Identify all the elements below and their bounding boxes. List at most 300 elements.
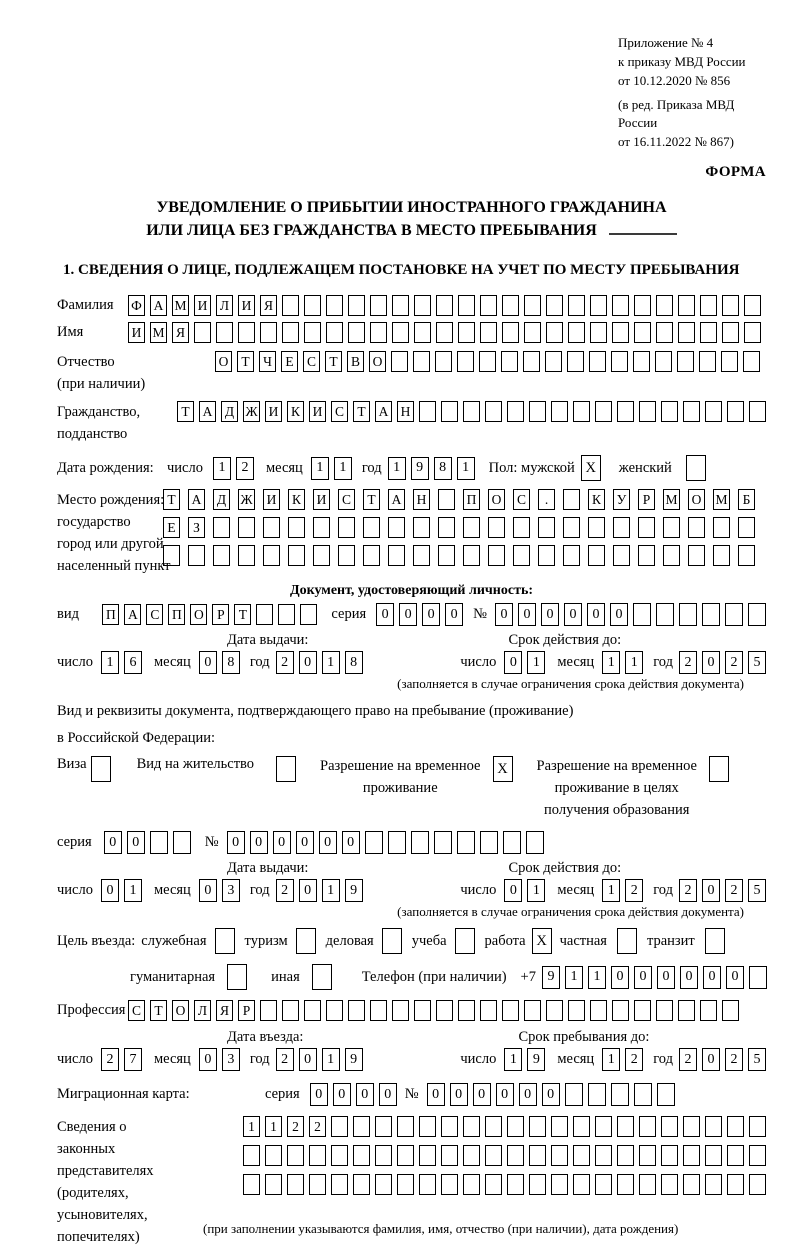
form-cell[interactable] — [573, 1116, 590, 1137]
form-cell[interactable]: Т — [325, 351, 342, 372]
form-cell[interactable]: 2 — [725, 651, 743, 674]
form-cell[interactable] — [639, 1174, 656, 1195]
form-cell[interactable] — [326, 322, 343, 343]
form-cell[interactable] — [363, 545, 380, 566]
form-cell[interactable] — [722, 322, 739, 343]
visa-checkbox[interactable] — [91, 756, 111, 782]
form-cell[interactable] — [213, 545, 230, 566]
form-cell[interactable] — [567, 351, 584, 372]
form-cell[interactable]: И — [265, 401, 282, 422]
form-cell[interactable]: 8 — [434, 457, 452, 480]
form-cell[interactable] — [436, 295, 453, 316]
form-cell[interactable] — [546, 1000, 563, 1021]
form-cell[interactable] — [524, 295, 541, 316]
form-cell[interactable] — [700, 295, 717, 316]
form-cell[interactable] — [213, 517, 230, 538]
form-cell[interactable] — [538, 545, 555, 566]
form-cell[interactable]: 5 — [748, 879, 766, 902]
form-cell[interactable] — [663, 517, 680, 538]
form-cell[interactable] — [313, 545, 330, 566]
form-cell[interactable] — [150, 831, 168, 854]
form-cell[interactable] — [326, 295, 343, 316]
form-cell[interactable]: О — [688, 489, 705, 510]
form-cell[interactable] — [617, 401, 634, 422]
form-cell[interactable] — [638, 517, 655, 538]
form-cell[interactable] — [480, 1000, 497, 1021]
form-cell[interactable]: С — [331, 401, 348, 422]
form-cell[interactable] — [331, 1116, 348, 1137]
form-cell[interactable]: 1 — [625, 651, 643, 674]
form-cell[interactable] — [263, 517, 280, 538]
form-cell[interactable] — [188, 545, 205, 566]
form-cell[interactable] — [529, 1116, 546, 1137]
form-cell[interactable] — [479, 351, 496, 372]
form-cell[interactable]: 2 — [679, 651, 697, 674]
form-cell[interactable]: 2 — [679, 1048, 697, 1071]
form-cell[interactable]: Т — [363, 489, 380, 510]
form-cell[interactable] — [749, 966, 767, 989]
form-cell[interactable] — [678, 295, 695, 316]
form-cell[interactable]: 1 — [565, 966, 583, 989]
form-cell[interactable] — [683, 1145, 700, 1166]
form-cell[interactable] — [612, 322, 629, 343]
form-cell[interactable]: А — [375, 401, 392, 422]
form-cell[interactable] — [507, 1145, 524, 1166]
form-cell[interactable] — [744, 322, 761, 343]
form-cell[interactable]: 1 — [527, 879, 545, 902]
form-cell[interactable] — [300, 604, 317, 625]
form-cell[interactable] — [309, 1174, 326, 1195]
form-cell[interactable]: Т — [163, 489, 180, 510]
purpose-humanitarian-checkbox[interactable] — [227, 964, 247, 990]
form-cell[interactable] — [611, 1083, 629, 1106]
form-cell[interactable] — [388, 545, 405, 566]
form-cell[interactable]: 0 — [356, 1083, 374, 1106]
form-cell[interactable] — [375, 1174, 392, 1195]
form-cell[interactable] — [727, 1145, 744, 1166]
purpose-study-checkbox[interactable] — [455, 928, 475, 954]
form-cell[interactable] — [419, 1174, 436, 1195]
form-cell[interactable] — [683, 401, 700, 422]
form-cell[interactable] — [551, 1116, 568, 1137]
form-cell[interactable]: 0 — [199, 651, 217, 674]
form-cell[interactable] — [243, 1174, 260, 1195]
form-cell[interactable]: 0 — [104, 831, 122, 854]
form-cell[interactable]: Я — [260, 295, 277, 316]
form-cell[interactable] — [656, 322, 673, 343]
form-cell[interactable] — [348, 295, 365, 316]
form-cell[interactable] — [568, 295, 585, 316]
form-cell[interactable]: Р — [638, 489, 655, 510]
form-cell[interactable] — [612, 1000, 629, 1021]
form-cell[interactable] — [238, 322, 255, 343]
form-cell[interactable] — [463, 517, 480, 538]
form-cell[interactable] — [370, 295, 387, 316]
form-cell[interactable] — [713, 517, 730, 538]
form-cell[interactable] — [441, 1174, 458, 1195]
form-cell[interactable]: 1 — [504, 1048, 522, 1071]
form-cell[interactable]: И — [194, 295, 211, 316]
form-cell[interactable]: 1 — [322, 651, 340, 674]
form-cell[interactable]: 1 — [311, 457, 329, 480]
form-cell[interactable]: 5 — [748, 1048, 766, 1071]
purpose-transit-checkbox[interactable] — [705, 928, 725, 954]
form-cell[interactable]: Н — [413, 489, 430, 510]
form-cell[interactable] — [699, 351, 716, 372]
purpose-work-checkbox[interactable]: X — [532, 928, 552, 954]
form-cell[interactable]: 0 — [199, 1048, 217, 1071]
form-cell[interactable] — [304, 1000, 321, 1021]
form-cell[interactable] — [392, 295, 409, 316]
form-cell[interactable]: 0 — [379, 1083, 397, 1106]
form-cell[interactable] — [688, 517, 705, 538]
form-cell[interactable] — [309, 1145, 326, 1166]
form-cell[interactable] — [502, 1000, 519, 1021]
form-cell[interactable]: 8 — [222, 651, 240, 674]
form-cell[interactable]: 0 — [473, 1083, 491, 1106]
form-cell[interactable] — [419, 1145, 436, 1166]
form-cell[interactable]: Б — [738, 489, 755, 510]
form-cell[interactable]: Я — [172, 322, 189, 343]
form-cell[interactable] — [194, 322, 211, 343]
form-cell[interactable]: С — [146, 604, 163, 625]
form-cell[interactable] — [663, 545, 680, 566]
form-cell[interactable]: 1 — [101, 651, 119, 674]
form-cell[interactable] — [727, 401, 744, 422]
form-cell[interactable]: Я — [216, 1000, 233, 1021]
form-cell[interactable]: 0 — [542, 1083, 560, 1106]
form-cell[interactable] — [565, 1083, 583, 1106]
form-cell[interactable]: 1 — [527, 651, 545, 674]
form-cell[interactable]: 1 — [602, 1048, 620, 1071]
form-cell[interactable] — [563, 517, 580, 538]
form-cell[interactable] — [688, 545, 705, 566]
form-cell[interactable] — [392, 1000, 409, 1021]
form-cell[interactable]: 9 — [345, 879, 363, 902]
form-cell[interactable] — [238, 545, 255, 566]
form-cell[interactable]: 9 — [411, 457, 429, 480]
form-cell[interactable] — [573, 401, 590, 422]
form-cell[interactable] — [588, 545, 605, 566]
form-cell[interactable] — [488, 517, 505, 538]
purpose-private-checkbox[interactable] — [617, 928, 637, 954]
form-cell[interactable] — [538, 517, 555, 538]
form-cell[interactable] — [705, 1174, 722, 1195]
form-cell[interactable] — [748, 603, 766, 626]
form-cell[interactable] — [304, 322, 321, 343]
form-cell[interactable]: 1 — [322, 1048, 340, 1071]
form-cell[interactable]: 0 — [227, 831, 245, 854]
form-cell[interactable] — [441, 1116, 458, 1137]
purpose-other-checkbox[interactable] — [312, 964, 332, 990]
form-cell[interactable] — [260, 1000, 277, 1021]
form-cell[interactable]: С — [128, 1000, 145, 1021]
form-cell[interactable] — [639, 1116, 656, 1137]
form-cell[interactable] — [738, 517, 755, 538]
form-cell[interactable]: К — [588, 489, 605, 510]
form-cell[interactable]: А — [188, 489, 205, 510]
form-cell[interactable] — [507, 401, 524, 422]
form-cell[interactable]: 0 — [427, 1083, 445, 1106]
form-cell[interactable]: В — [347, 351, 364, 372]
form-cell[interactable]: И — [313, 489, 330, 510]
form-cell[interactable]: 1 — [265, 1116, 282, 1137]
form-cell[interactable]: 1 — [602, 879, 620, 902]
form-cell[interactable] — [485, 1145, 502, 1166]
form-cell[interactable]: 0 — [127, 831, 145, 854]
form-cell[interactable] — [438, 489, 455, 510]
form-cell[interactable] — [705, 1116, 722, 1137]
form-cell[interactable]: У — [613, 489, 630, 510]
form-cell[interactable] — [413, 517, 430, 538]
form-cell[interactable]: 0 — [703, 966, 721, 989]
sex-male-checkbox[interactable]: X — [581, 455, 601, 481]
form-cell[interactable]: 0 — [450, 1083, 468, 1106]
form-cell[interactable] — [263, 545, 280, 566]
form-cell[interactable]: З — [188, 517, 205, 538]
form-cell[interactable]: 1 — [124, 879, 142, 902]
form-cell[interactable] — [436, 1000, 453, 1021]
form-cell[interactable] — [502, 295, 519, 316]
form-cell[interactable] — [485, 1116, 502, 1137]
form-cell[interactable]: 0 — [333, 1083, 351, 1106]
form-cell[interactable]: 2 — [276, 1048, 294, 1071]
form-cell[interactable]: 0 — [504, 879, 522, 902]
form-cell[interactable] — [435, 351, 452, 372]
form-cell[interactable] — [702, 603, 720, 626]
form-cell[interactable] — [485, 1174, 502, 1195]
form-cell[interactable]: 0 — [422, 603, 440, 626]
form-cell[interactable] — [656, 295, 673, 316]
form-cell[interactable] — [661, 1145, 678, 1166]
form-cell[interactable]: О — [488, 489, 505, 510]
form-cell[interactable] — [634, 1000, 651, 1021]
form-cell[interactable] — [436, 322, 453, 343]
form-cell[interactable] — [463, 1174, 480, 1195]
form-cell[interactable]: 3 — [222, 879, 240, 902]
form-cell[interactable] — [397, 1145, 414, 1166]
form-cell[interactable]: 2 — [276, 651, 294, 674]
form-cell[interactable]: 0 — [496, 1083, 514, 1106]
form-cell[interactable]: Т — [234, 604, 251, 625]
form-cell[interactable] — [529, 1145, 546, 1166]
form-cell[interactable] — [551, 1174, 568, 1195]
form-cell[interactable]: Т — [353, 401, 370, 422]
form-cell[interactable] — [392, 322, 409, 343]
form-cell[interactable] — [163, 545, 180, 566]
form-cell[interactable]: Р — [238, 1000, 255, 1021]
form-cell[interactable] — [749, 1116, 766, 1137]
form-cell[interactable] — [485, 401, 502, 422]
form-cell[interactable]: Р — [212, 604, 229, 625]
form-cell[interactable] — [656, 1000, 673, 1021]
form-cell[interactable]: . — [538, 489, 555, 510]
form-cell[interactable]: 1 — [388, 457, 406, 480]
form-cell[interactable]: 7 — [124, 1048, 142, 1071]
form-cell[interactable]: 0 — [319, 831, 337, 854]
form-cell[interactable]: 1 — [457, 457, 475, 480]
form-cell[interactable] — [661, 1174, 678, 1195]
form-cell[interactable] — [546, 295, 563, 316]
form-cell[interactable] — [391, 351, 408, 372]
form-cell[interactable]: А — [388, 489, 405, 510]
form-cell[interactable] — [278, 604, 295, 625]
form-cell[interactable] — [568, 1000, 585, 1021]
rvp-education-checkbox[interactable] — [709, 756, 729, 782]
form-cell[interactable] — [370, 1000, 387, 1021]
form-cell[interactable]: 0 — [518, 603, 536, 626]
form-cell[interactable] — [173, 831, 191, 854]
form-cell[interactable]: Ж — [238, 489, 255, 510]
form-cell[interactable] — [353, 1174, 370, 1195]
form-cell[interactable] — [744, 295, 761, 316]
form-cell[interactable] — [617, 1145, 634, 1166]
form-cell[interactable] — [370, 322, 387, 343]
form-cell[interactable]: К — [288, 489, 305, 510]
form-cell[interactable] — [545, 351, 562, 372]
form-cell[interactable]: 2 — [276, 879, 294, 902]
form-cell[interactable]: Ф — [128, 295, 145, 316]
form-cell[interactable] — [304, 295, 321, 316]
form-cell[interactable] — [677, 351, 694, 372]
form-cell[interactable]: 0 — [250, 831, 268, 854]
form-cell[interactable] — [749, 1145, 766, 1166]
form-cell[interactable]: 1 — [322, 879, 340, 902]
form-cell[interactable]: 0 — [299, 651, 317, 674]
form-cell[interactable] — [727, 1116, 744, 1137]
form-cell[interactable] — [388, 831, 406, 854]
form-cell[interactable]: С — [513, 489, 530, 510]
form-cell[interactable]: 0 — [611, 966, 629, 989]
form-cell[interactable]: 0 — [702, 651, 720, 674]
purpose-tourism-checkbox[interactable] — [296, 928, 316, 954]
form-cell[interactable] — [595, 1174, 612, 1195]
form-cell[interactable]: 0 — [587, 603, 605, 626]
form-cell[interactable] — [434, 831, 452, 854]
form-cell[interactable] — [568, 322, 585, 343]
form-cell[interactable]: С — [303, 351, 320, 372]
form-cell[interactable]: 6 — [124, 651, 142, 674]
form-cell[interactable] — [480, 831, 498, 854]
form-cell[interactable] — [749, 401, 766, 422]
form-cell[interactable]: 2 — [725, 879, 743, 902]
form-cell[interactable]: Н — [397, 401, 414, 422]
form-cell[interactable] — [721, 351, 738, 372]
form-cell[interactable]: 2 — [625, 1048, 643, 1071]
form-cell[interactable] — [727, 1174, 744, 1195]
form-cell[interactable] — [513, 517, 530, 538]
form-cell[interactable]: 0 — [376, 603, 394, 626]
form-cell[interactable] — [282, 1000, 299, 1021]
form-cell[interactable] — [375, 1116, 392, 1137]
form-cell[interactable] — [419, 401, 436, 422]
form-cell[interactable] — [331, 1145, 348, 1166]
form-cell[interactable] — [216, 322, 233, 343]
form-cell[interactable]: М — [150, 322, 167, 343]
form-cell[interactable] — [413, 545, 430, 566]
form-cell[interactable]: 0 — [634, 966, 652, 989]
form-cell[interactable] — [639, 401, 656, 422]
form-cell[interactable]: 5 — [748, 651, 766, 674]
form-cell[interactable] — [397, 1116, 414, 1137]
form-cell[interactable] — [524, 322, 541, 343]
form-cell[interactable] — [589, 351, 606, 372]
form-cell[interactable] — [507, 1174, 524, 1195]
form-cell[interactable] — [388, 517, 405, 538]
form-cell[interactable]: 0 — [399, 603, 417, 626]
form-cell[interactable]: 0 — [610, 603, 628, 626]
form-cell[interactable]: О — [172, 1000, 189, 1021]
form-cell[interactable] — [639, 1145, 656, 1166]
form-cell[interactable]: Е — [163, 517, 180, 538]
form-cell[interactable] — [458, 322, 475, 343]
form-cell[interactable]: Д — [213, 489, 230, 510]
form-cell[interactable]: 0 — [702, 879, 720, 902]
form-cell[interactable] — [463, 1145, 480, 1166]
form-cell[interactable]: 0 — [541, 603, 559, 626]
form-cell[interactable]: 0 — [199, 879, 217, 902]
form-cell[interactable]: 1 — [588, 966, 606, 989]
form-cell[interactable] — [313, 517, 330, 538]
form-cell[interactable]: 0 — [310, 1083, 328, 1106]
form-cell[interactable] — [612, 295, 629, 316]
form-cell[interactable] — [633, 603, 651, 626]
purpose-official-checkbox[interactable] — [215, 928, 235, 954]
form-cell[interactable] — [365, 831, 383, 854]
form-cell[interactable] — [705, 401, 722, 422]
form-cell[interactable]: 0 — [299, 1048, 317, 1071]
form-cell[interactable]: Ч — [259, 351, 276, 372]
form-cell[interactable]: О — [215, 351, 232, 372]
form-cell[interactable]: 0 — [342, 831, 360, 854]
form-cell[interactable]: 9 — [527, 1048, 545, 1071]
form-cell[interactable]: И — [238, 295, 255, 316]
form-cell[interactable]: 9 — [542, 966, 560, 989]
form-cell[interactable] — [590, 322, 607, 343]
form-cell[interactable] — [633, 351, 650, 372]
form-cell[interactable] — [749, 1174, 766, 1195]
form-cell[interactable] — [260, 322, 277, 343]
form-cell[interactable] — [338, 517, 355, 538]
form-cell[interactable] — [683, 1116, 700, 1137]
form-cell[interactable]: О — [190, 604, 207, 625]
form-cell[interactable] — [243, 1145, 260, 1166]
form-cell[interactable] — [738, 545, 755, 566]
form-cell[interactable] — [480, 295, 497, 316]
form-cell[interactable] — [438, 545, 455, 566]
form-cell[interactable]: 1 — [602, 651, 620, 674]
form-cell[interactable] — [563, 489, 580, 510]
form-cell[interactable] — [638, 545, 655, 566]
form-cell[interactable] — [375, 1145, 392, 1166]
form-cell[interactable]: 0 — [680, 966, 698, 989]
form-cell[interactable] — [411, 831, 429, 854]
form-cell[interactable]: 0 — [657, 966, 675, 989]
form-cell[interactable] — [413, 351, 430, 372]
form-cell[interactable] — [656, 603, 674, 626]
form-cell[interactable] — [590, 1000, 607, 1021]
form-cell[interactable] — [551, 1145, 568, 1166]
form-cell[interactable]: 2 — [679, 879, 697, 902]
rvp-checkbox[interactable]: X — [493, 756, 513, 782]
form-cell[interactable] — [265, 1145, 282, 1166]
form-cell[interactable]: А — [124, 604, 141, 625]
form-cell[interactable] — [613, 545, 630, 566]
form-cell[interactable] — [722, 295, 739, 316]
residence-permit-checkbox[interactable] — [276, 756, 296, 782]
form-cell[interactable] — [722, 1000, 739, 1021]
form-cell[interactable]: 2 — [236, 457, 254, 480]
